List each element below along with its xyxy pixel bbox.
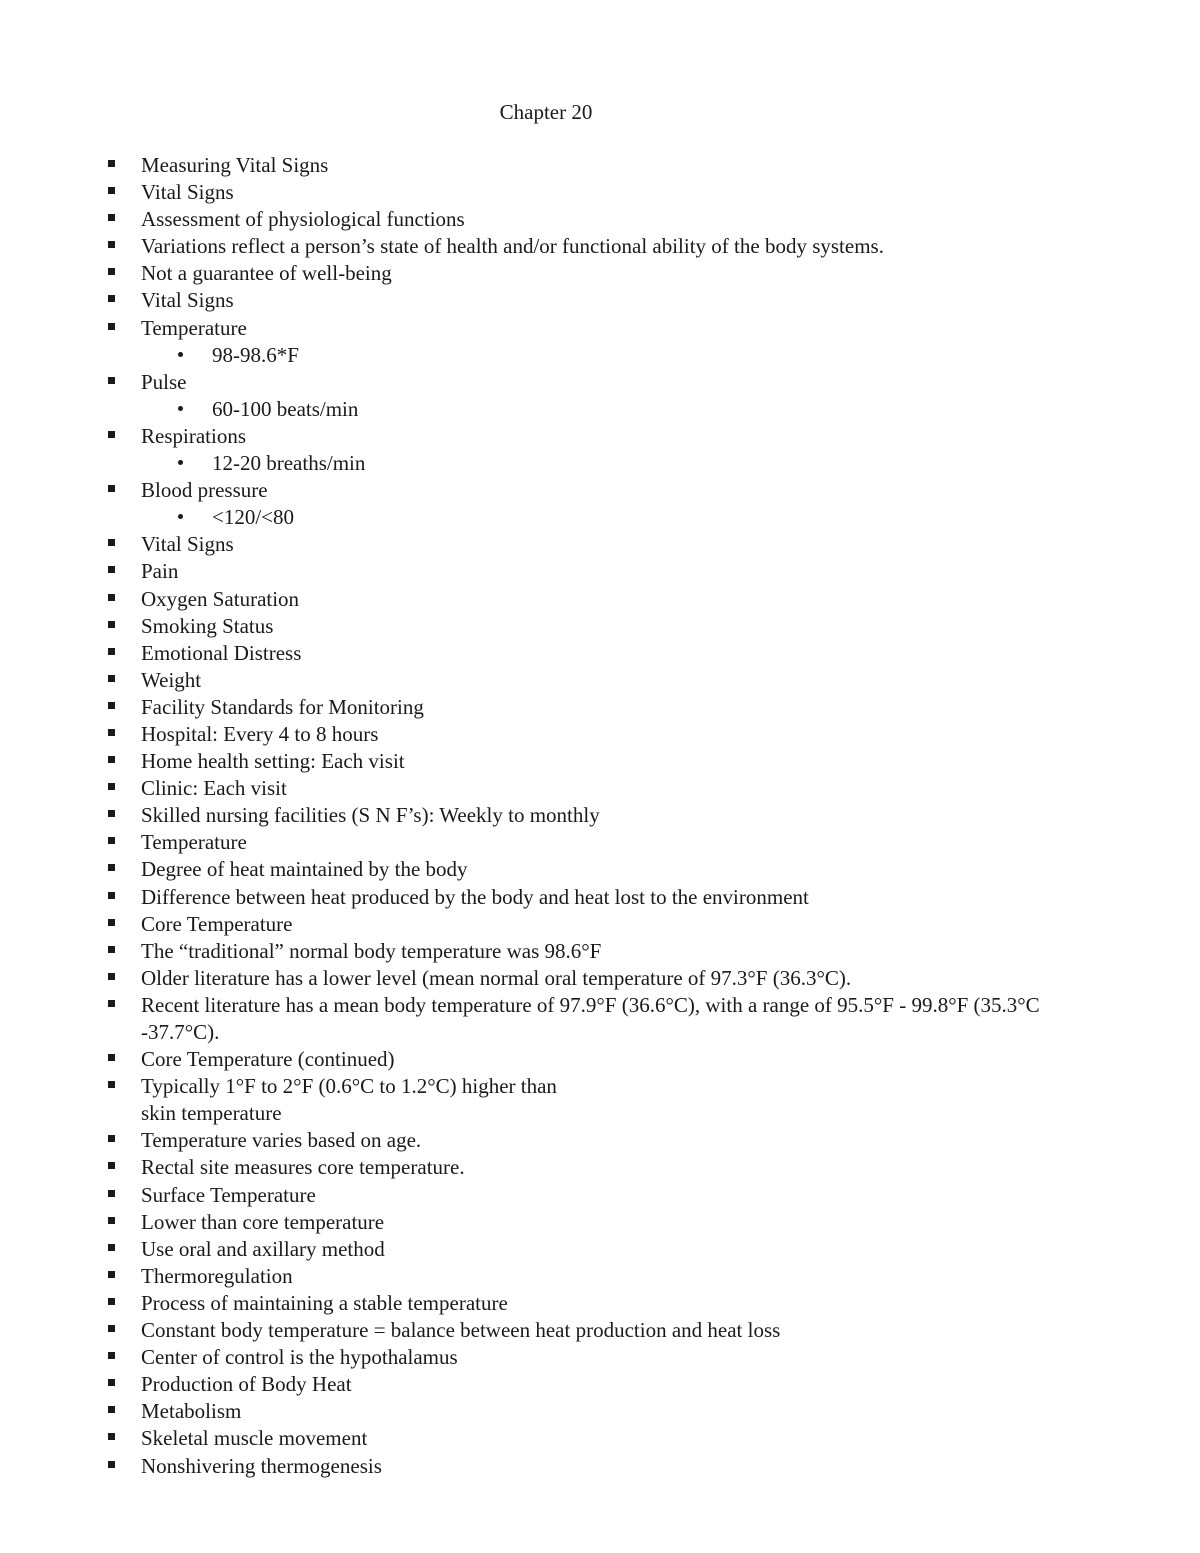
square-bullet-icon xyxy=(108,1054,115,1061)
list-item xyxy=(0,884,1101,911)
list-item-text: Temperature varies based on age. xyxy=(141,1128,422,1153)
square-bullet-icon xyxy=(108,214,115,221)
list-item-text: Recent literature has a mean body temperature of 97.9°F (36.6°C), with a range of 95.5°F - 99.8°F (35.3°C -37.7°C). xyxy=(141,992,1040,1044)
square-bullet-icon xyxy=(108,973,115,980)
list-item xyxy=(0,1182,1101,1209)
list-item xyxy=(0,1317,1101,1344)
list-item-text: Oxygen Saturation xyxy=(141,586,300,611)
square-bullet-icon xyxy=(108,431,115,438)
sub-list-item xyxy=(0,450,1112,477)
square-bullet-icon xyxy=(108,1352,115,1359)
list-item-text: Lower than core temperature xyxy=(141,1209,385,1234)
list-item-text: Vital Signs xyxy=(141,532,234,557)
list-item-text: Production of Body Heat xyxy=(141,1372,352,1397)
list-item-text: Smoking Status xyxy=(141,613,274,638)
list-item xyxy=(0,558,1101,585)
list-item xyxy=(0,477,1101,504)
list-item-text: The “traditional” normal body temperature was 98.6°F xyxy=(141,938,602,963)
list-item xyxy=(0,748,1101,775)
square-bullet-icon xyxy=(108,837,115,844)
list-item xyxy=(0,1127,1101,1154)
list-item-text: Degree of heat maintained by the body xyxy=(141,857,468,882)
square-bullet-icon xyxy=(108,187,115,194)
list-item-text: Rectal site measures core temperature. xyxy=(141,1155,465,1180)
list-item-text: Nonshivering thermogenesis xyxy=(141,1453,382,1478)
list-item xyxy=(0,1073,1101,1127)
list-item xyxy=(0,613,1101,640)
list-item xyxy=(0,802,1101,829)
square-bullet-icon xyxy=(108,729,115,736)
list-item xyxy=(0,911,1101,938)
list-item xyxy=(0,152,1101,179)
list-item xyxy=(0,369,1101,396)
square-bullet-icon xyxy=(108,1433,115,1440)
list-item-text: Temperature xyxy=(141,830,247,855)
list-item xyxy=(0,1344,1101,1371)
square-bullet-icon xyxy=(108,1244,115,1251)
list-item-text: Skilled nursing facilities (S N F’s): Weekly to monthly xyxy=(141,803,600,828)
list-item-text: 12-20 breaths/min xyxy=(212,451,366,476)
list-item xyxy=(0,965,1101,992)
square-bullet-icon xyxy=(108,946,115,953)
square-bullet-icon xyxy=(108,1406,115,1413)
list-item xyxy=(0,586,1101,613)
square-bullet-icon xyxy=(108,323,115,330)
square-bullet-icon xyxy=(108,892,115,899)
sub-list-item xyxy=(0,342,1112,369)
square-bullet-icon xyxy=(108,295,115,302)
square-bullet-icon xyxy=(108,756,115,763)
list-item xyxy=(0,1290,1101,1317)
square-bullet-icon xyxy=(108,919,115,926)
list-item-text: Clinic: Each visit xyxy=(141,776,287,801)
list-item-text: Skeletal muscle movement xyxy=(141,1426,368,1451)
list-item xyxy=(0,260,1101,287)
sub-list-item xyxy=(0,396,1112,423)
square-bullet-icon xyxy=(108,539,115,546)
list-item-text: Respirations xyxy=(141,423,246,448)
list-item-text: Pain xyxy=(141,559,179,584)
list-item xyxy=(0,829,1101,856)
square-bullet-icon xyxy=(108,160,115,167)
list-item-text: Older literature has a lower level (mean normal oral temperature of 97.3°F (36.3°C). xyxy=(141,965,852,990)
list-item xyxy=(0,206,1101,233)
list-item-text: Use oral and axillary method xyxy=(141,1236,385,1261)
square-bullet-icon xyxy=(108,783,115,790)
list-item-text: Weight xyxy=(141,667,202,692)
round-bullet-icon xyxy=(178,352,183,357)
list-item-text: Metabolism xyxy=(141,1399,242,1424)
square-bullet-icon xyxy=(108,1379,115,1386)
list-item-text: Assessment of physiological functions xyxy=(141,207,465,232)
list-item xyxy=(0,1371,1101,1398)
square-bullet-icon xyxy=(108,1217,115,1224)
list-item xyxy=(0,531,1101,558)
list-item xyxy=(0,1154,1101,1181)
page-title: Chapter 20 xyxy=(499,100,593,124)
list-item xyxy=(0,1263,1101,1290)
list-item-text: Variations reflect a person’s state of health and/or functional ability of the body systems. xyxy=(141,234,884,259)
list-item xyxy=(0,287,1101,314)
square-bullet-icon xyxy=(108,702,115,709)
list-item-text: Home health setting: Each visit xyxy=(141,749,405,774)
square-bullet-icon xyxy=(108,1162,115,1169)
list-item-text: Center of control is the hypothalamus xyxy=(141,1345,458,1370)
list-item-text: Facility Standards for Monitoring xyxy=(141,694,424,719)
list-item-text: 60-100 beats/min xyxy=(212,396,359,421)
list-item xyxy=(0,938,1101,965)
list-item-text: Vital Signs xyxy=(141,180,234,205)
square-bullet-icon xyxy=(108,566,115,573)
list-item-text: Process of maintaining a stable temperature xyxy=(141,1290,508,1315)
square-bullet-icon xyxy=(108,241,115,248)
list-item xyxy=(0,1425,1101,1452)
square-bullet-icon xyxy=(108,648,115,655)
list-item-text: Typically 1°F to 2°F (0.6°C to 1.2°C) higher than skin temperature xyxy=(141,1074,557,1126)
list-item-text: Surface Temperature xyxy=(141,1182,316,1207)
square-bullet-icon xyxy=(108,1000,115,1007)
list-item-text: 98-98.6*F xyxy=(212,342,299,367)
square-bullet-icon xyxy=(108,1081,115,1088)
list-item-text: Not a guarantee of well-being xyxy=(141,261,392,286)
square-bullet-icon xyxy=(108,377,115,384)
list-item xyxy=(0,1209,1101,1236)
list-item xyxy=(0,1398,1101,1425)
square-bullet-icon xyxy=(108,675,115,682)
list-item-text: Vital Signs xyxy=(141,288,234,313)
list-item-text: Thermoregulation xyxy=(141,1263,293,1288)
list-item xyxy=(0,315,1101,342)
list-item xyxy=(0,667,1101,694)
list-item-text: Difference between heat produced by the body and heat lost to the environment xyxy=(141,884,809,909)
list-item xyxy=(0,233,1101,260)
list-item xyxy=(0,423,1101,450)
list-item-text: Core Temperature (continued) xyxy=(141,1047,395,1072)
square-bullet-icon xyxy=(108,485,115,492)
list-item-text: Hospital: Every 4 to 8 hours xyxy=(141,721,379,746)
square-bullet-icon xyxy=(108,1325,115,1332)
square-bullet-icon xyxy=(108,1135,115,1142)
list-item-text: Emotional Distress xyxy=(141,640,302,665)
square-bullet-icon xyxy=(108,810,115,817)
list-item xyxy=(0,992,1101,1046)
sub-list-item xyxy=(0,504,1112,531)
list-item-text: Measuring Vital Signs xyxy=(141,153,329,177)
list-item xyxy=(0,775,1101,802)
list-item-text: Temperature xyxy=(141,315,247,340)
square-bullet-icon xyxy=(108,594,115,601)
square-bullet-icon xyxy=(108,1271,115,1278)
list-item xyxy=(0,640,1101,667)
list-item xyxy=(0,856,1101,883)
list-item-text: <120/<80 xyxy=(212,505,295,530)
list-item xyxy=(0,179,1101,206)
list-item-text: Core Temperature xyxy=(141,911,293,936)
list-item-text: Pulse xyxy=(141,369,187,394)
list-item-text: Blood pressure xyxy=(141,478,268,503)
list-item xyxy=(0,1453,1101,1480)
list-item xyxy=(0,721,1101,748)
square-bullet-icon xyxy=(108,1298,115,1305)
list-item xyxy=(0,1046,1101,1073)
square-bullet-icon xyxy=(108,864,115,871)
list-item-text: Constant body temperature = balance between heat production and heat loss xyxy=(141,1318,781,1343)
list-item xyxy=(0,694,1101,721)
square-bullet-icon xyxy=(108,268,115,275)
bullet-list xyxy=(0,152,1200,1480)
square-bullet-icon xyxy=(108,621,115,628)
round-bullet-icon xyxy=(178,460,183,465)
list-item xyxy=(0,1236,1101,1263)
square-bullet-icon xyxy=(108,1190,115,1197)
round-bullet-icon xyxy=(178,406,183,411)
square-bullet-icon xyxy=(108,1461,115,1468)
round-bullet-icon xyxy=(178,514,183,519)
